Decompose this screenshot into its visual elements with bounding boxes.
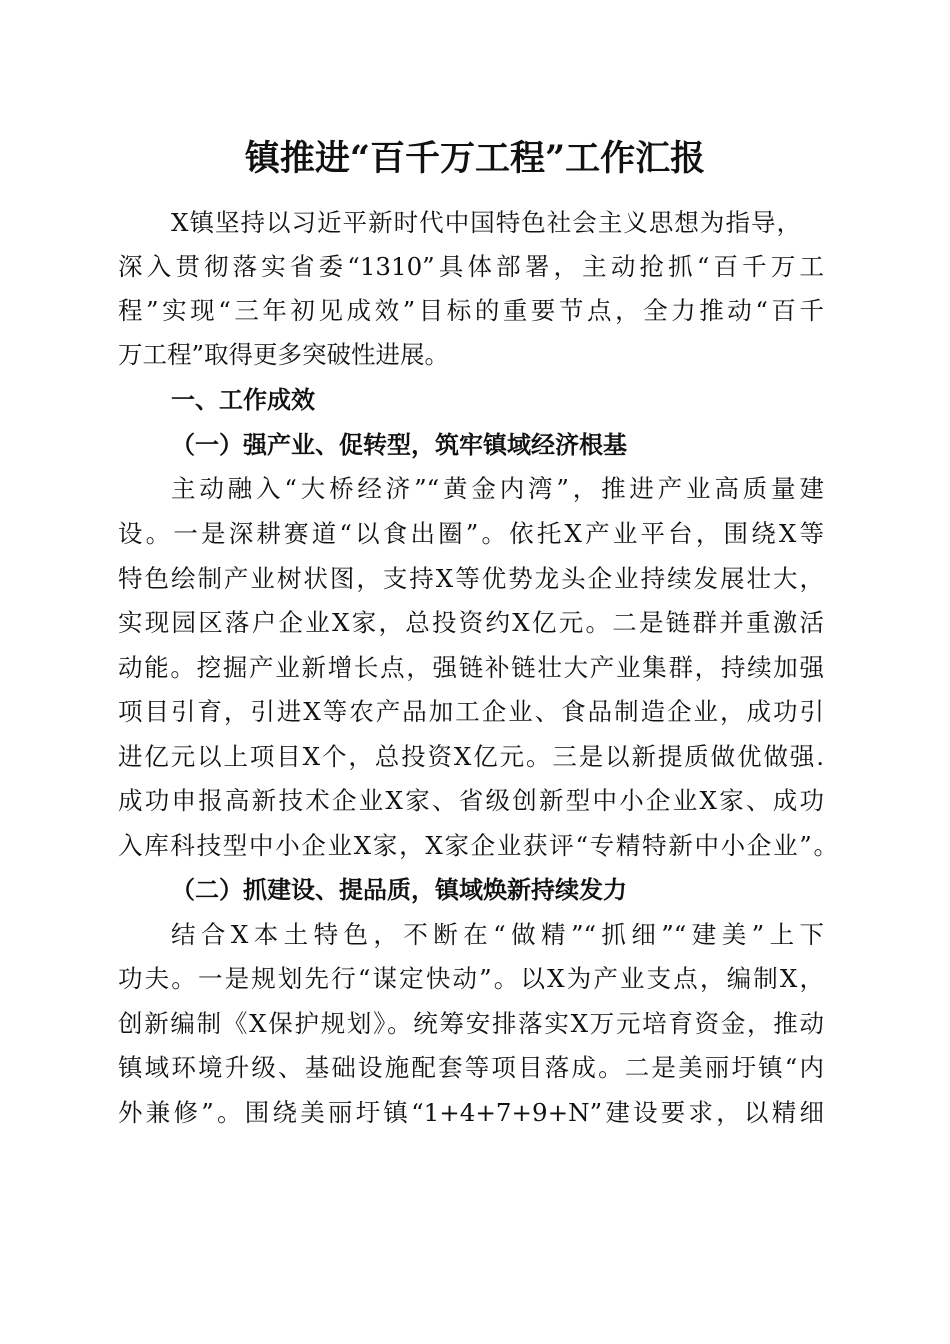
paragraph-line: 动能。挖掘产业新增长点，强链补链壮大产业集群，持续加强 [118,653,824,682]
paragraph-line: 功夫。一是规划先行“谋定快动”。以X为产业支点，编制X， [118,964,824,993]
section-heading: 一、工作成效 [171,386,315,414]
paragraph-line: 进亿元以上项目X个，总投资X亿元。三是以新提质做优做强. [118,742,824,771]
paragraph-line: 创新编制《X保护规划》。统筹安排落实X万元培育资金，推动 [118,1009,824,1038]
paragraph-line: 镇域环境升级、基础设施配套等项目落成。二是美丽圩镇“内 [118,1053,824,1082]
paragraph-line: 项目引育，引进X等农产品加工企业、食品制造企业，成功引 [118,697,824,726]
paragraph-line: 主动融入“大桥经济”“黄金内湾”，推进产业高质量建 [171,474,824,503]
paragraph-line: X镇坚持以习近平新时代中国特色社会主义思想为指导， [171,208,801,237]
paragraph-line: 万工程”取得更多突破性进展。 [118,340,450,369]
paragraph-line: 外兼修”。围绕美丽圩镇“1+4+7+9+N”建设要求，以精细 [118,1098,824,1127]
paragraph-line: 入库科技型中小企业X家，X家企业获评“专精特新中小企业”。 [118,831,838,860]
paragraph-line: 程”实现“三年初见成效”目标的重要节点，全力推动“百千 [118,296,824,325]
paragraph-line: 实现园区落户企业X家，总投资约X亿元。二是链群并重激活 [118,608,824,637]
paragraph-line: 设。一是深耕赛道“以食出圈”。依托X产业平台，围绕X等 [118,519,824,548]
subsection-heading: （二）抓建设、提品质，镇域焕新持续发力 [171,875,627,904]
paragraph-line: 深入贯彻落实省委“1310”具体部署，主动抢抓“百千万工 [118,252,824,281]
document-title: 镇推进“百千万工程”工作汇报 [244,138,706,179]
subsection-heading: （一）强产业、促转型，筑牢镇域经济根基 [171,430,627,459]
paragraph-line: 成功申报高新技术企业X家、省级创新型中小企业X家、成功 [118,786,824,815]
paragraph-line: 结合X本土特色，不断在“做精”“抓细”“建美”上下 [171,920,824,949]
paragraph-line: 特色绘制产业树状图，支持X等优势龙头企业持续发展壮大， [118,564,824,593]
